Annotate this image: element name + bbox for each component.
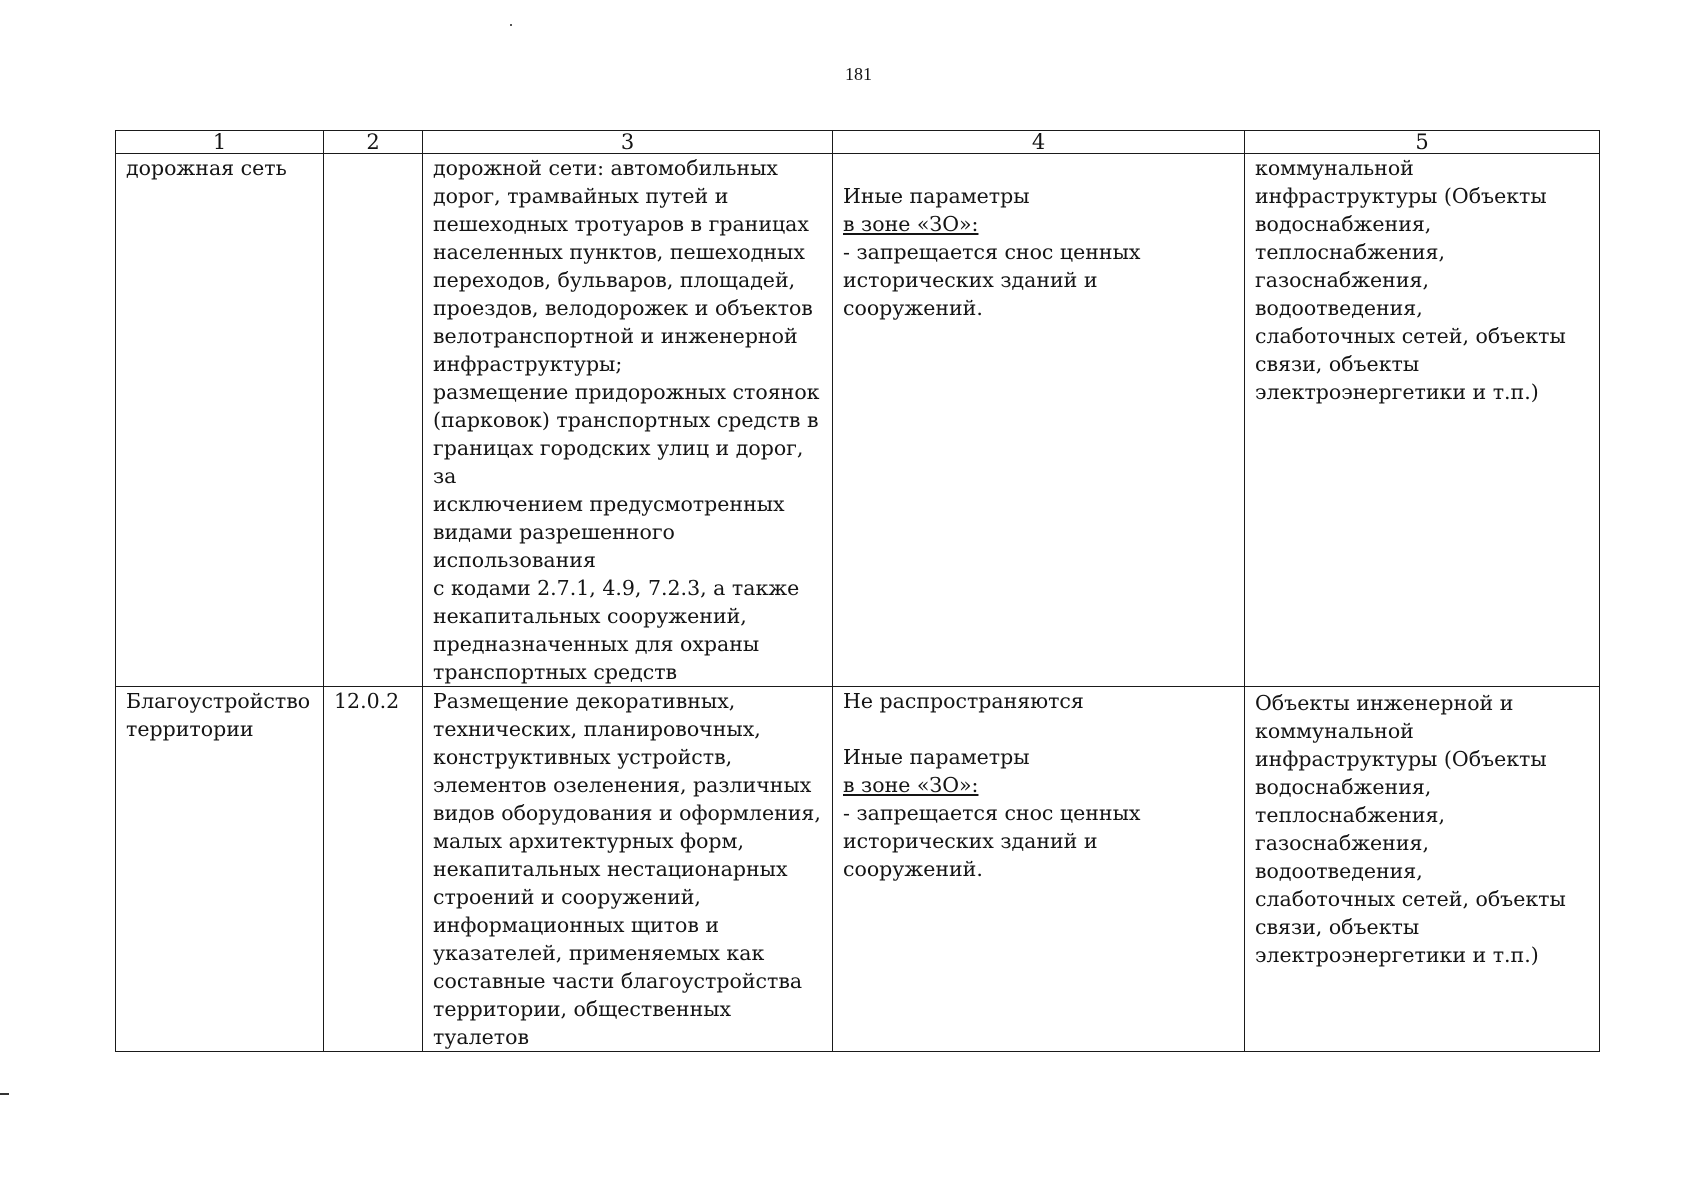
auxiliary-objects-cell xyxy=(1245,687,1600,1052)
parameters-cell xyxy=(833,154,1245,687)
regulations-table xyxy=(115,130,1600,1052)
land-use-name: Благоустройство территории xyxy=(126,689,311,741)
land-use-code-cell xyxy=(324,154,423,687)
land-use-name-cell xyxy=(116,154,324,687)
column-header-2: 2 xyxy=(324,131,423,154)
params-lead: Не распространяются xyxy=(843,689,1084,713)
table-row xyxy=(116,687,1600,1052)
column-header-3: 3 xyxy=(423,131,833,154)
params-title: Иные параметры xyxy=(843,184,1030,208)
zone-rule: - запрещается снос ценных исторических зданий и сооружений. xyxy=(843,240,1141,320)
land-use-description: дорожной сети: автомобильных дорог, трамвайных путей и пешеходных тротуаров в границах населенных пунктов, пешеходных переходов, бульваров, площадей, проездов, велодорожек и объектов велотранспортной и инженерной инфраструктуры; размещение придорожных стоянок (парковок) транспортных средств в границах городских улиц и дорог, за исключением предусмотренных видами разрешенного использования с кодами 2.7.1, 4.9, 7.2.3, а также некапитальных сооружений, предназначенных для охраны транспортных средств xyxy=(433,156,820,684)
auxiliary-objects-cell xyxy=(1245,154,1600,687)
stray-mark xyxy=(510,24,512,26)
table-row xyxy=(116,154,1600,687)
land-use-description-cell xyxy=(423,687,833,1052)
zone-label: в зоне «ЗО»: xyxy=(843,212,979,236)
column-header-1: 1 xyxy=(116,131,324,154)
land-use-description-cell xyxy=(423,154,833,687)
land-use-code-cell xyxy=(324,687,423,1052)
land-use-description: Размещение декоративных, технических, планировочных, конструктивных устройств, элементов озеленения, различных видов оборудования и оформления, малых архитектурных форм, некапитальных нестационарных строений и сооружений, информационных щитов и указателей, применяемых как составные части благоустройства территории, общественных туалетов xyxy=(433,689,821,1049)
zone-label: в зоне «ЗО»: xyxy=(843,773,979,797)
page-number: 181 xyxy=(845,64,872,84)
column-header-4: 4 xyxy=(833,131,1245,154)
column-header-5: 5 xyxy=(1245,131,1600,154)
land-use-code: 12.0.2 xyxy=(334,689,400,713)
auxiliary-objects: коммунальной инфраструктуры (Объекты водоснабжения, теплоснабжения, газоснабжения, водоотведения, слаботочных сетей, объекты связи, объекты электроэнергетики и т.п.) xyxy=(1255,156,1566,404)
land-use-name: дорожная сеть xyxy=(126,156,287,180)
auxiliary-objects: Объекты инженерной и коммунальной инфраструктуры (Объекты водоснабжения, теплоснабжения, газоснабжения, водоотведения, слаботочных сетей, объекты связи, объекты электроэнергетики и т.п.) xyxy=(1255,691,1566,967)
parameters-cell xyxy=(833,687,1245,1052)
params-title: Иные параметры xyxy=(843,745,1030,769)
zone-rule: - запрещается снос ценных исторических зданий и сооружений. xyxy=(843,801,1141,881)
margin-mark xyxy=(0,1093,9,1095)
land-use-name-cell xyxy=(116,687,324,1052)
header-row xyxy=(116,131,1600,154)
